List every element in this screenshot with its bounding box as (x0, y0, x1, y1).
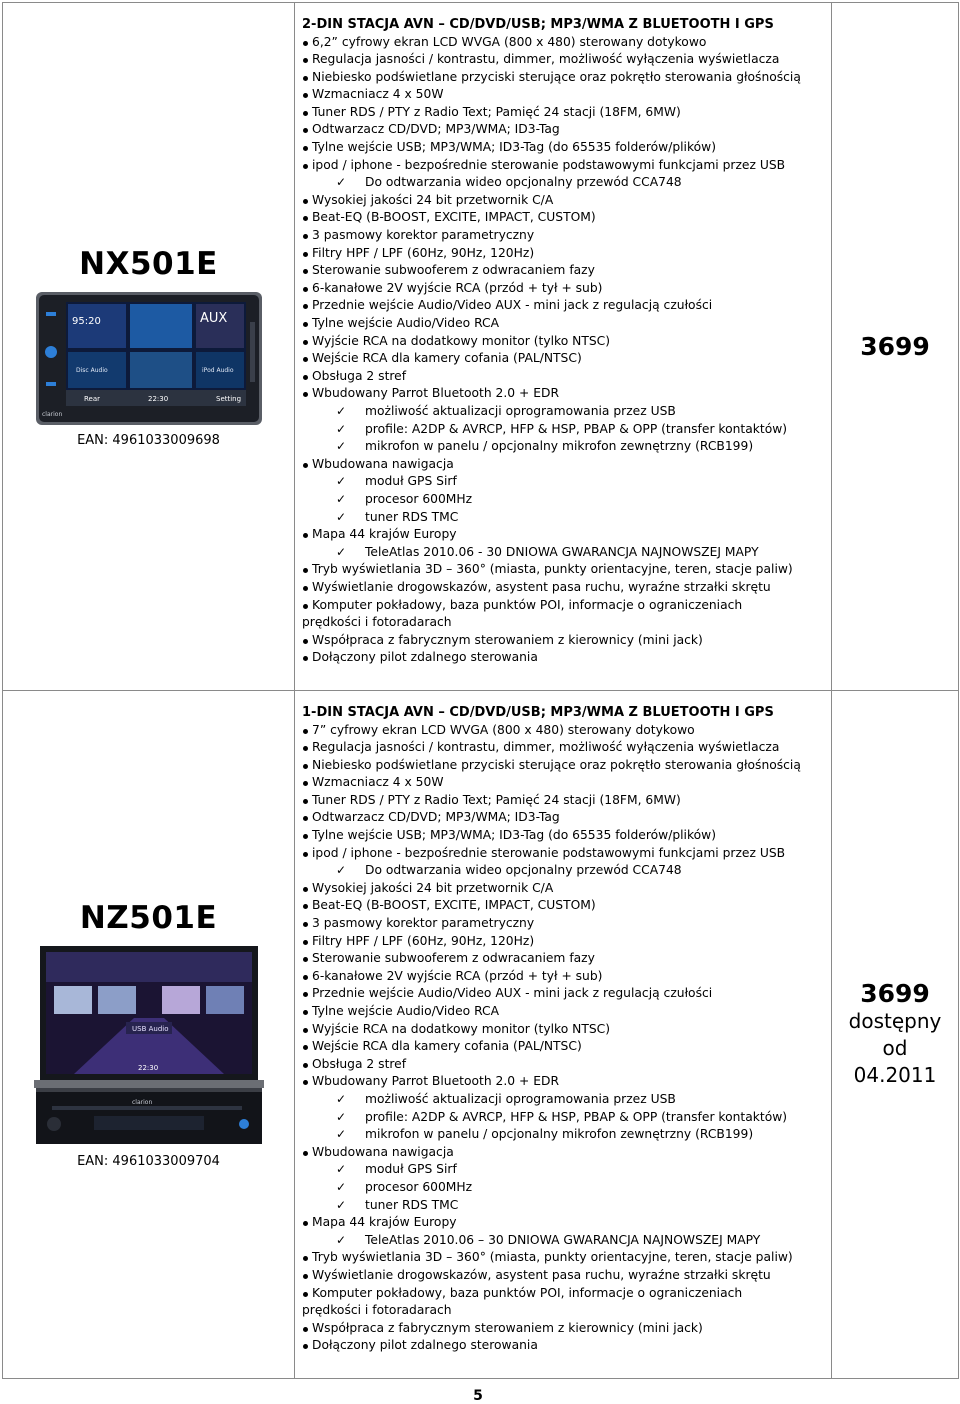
time-label: 22:30 (147, 394, 168, 403)
feature-item: 6-kanałowe 2V wyjście RCA (przód + tył + sub) (302, 280, 825, 298)
sub-feature-item: ✓ procesor 600MHz (302, 1179, 825, 1197)
sub-feature-item: ✓ mikrofon w panelu / opcjonalny mikrofon zewnętrzny (RCB199) (302, 438, 825, 456)
product-table (2, 2, 959, 1379)
feature-item: Wysokiej jakości 24 bit przetwornik C/A (302, 880, 825, 898)
product-title: 2-DIN STACJA AVN – CD/DVD/USB; MP3/WMA Z BLUETOOTH I GPS (302, 17, 774, 32)
feature-item: Wbudowana nawigacja (302, 456, 825, 474)
feature-item: Mapa 44 krajów Europy (302, 526, 825, 544)
availability-line: 04.2011 (853, 1062, 937, 1087)
feature-item: Wzmacniacz 4 x 50W (302, 774, 825, 792)
price-cell (832, 691, 959, 1379)
feature-item: Wejście RCA dla kamery cofania (PAL/NTSC) (302, 350, 825, 368)
model-name: NX501E (79, 245, 218, 282)
feature-item: Niebiesko podświetlane przyciski sterujące oraz pokrętło sterowania głośnością (302, 69, 825, 87)
sub-feature-item: ✓ procesor 600MHz (302, 491, 825, 509)
feature-item: Tryb wyświetlania 3D – 360° (miasta, punkty orientacyjne, teren, stacje paliw) (302, 1249, 825, 1267)
sub-feature-item: ✓ moduł GPS Sirf (302, 473, 825, 491)
feature-item: Filtry HPF / LPF (60Hz, 90Hz, 120Hz) (302, 245, 825, 263)
device-image-nx501e (36, 292, 262, 425)
model-cell (3, 3, 295, 691)
feature-item: 3 pasmowy korektor parametryczny (302, 227, 825, 245)
sub-feature-item: ✓ profile: A2DP & AVRCP, HFP & HSP, PBAP & OPP (transfer kontaktów) (302, 421, 825, 439)
feature-item: Odtwarzacz CD/DVD; MP3/WMA; ID3-Tag (302, 121, 825, 139)
feature-item: 3 pasmowy korektor parametryczny (302, 915, 825, 933)
sub-feature-item: ✓ możliwość aktualizacji oprogramowania przez USB (302, 1091, 825, 1109)
feature-item: 7” cyfrowy ekran LCD WVGA (800 x 480) sterowany dotykowo (302, 722, 825, 740)
price: 3699 (860, 979, 930, 1009)
feature-item: Niebiesko podświetlane przyciski sterujące oraz pokrętło sterowania głośnością (302, 757, 825, 775)
availability-line: od (882, 1035, 908, 1060)
feature-item: ipod / iphone - bezpośrednie sterowanie podstawowymi funkcjami przez USB (302, 157, 825, 175)
clock-label: 95:20 (71, 315, 101, 327)
rear-label: Rear (83, 394, 100, 403)
sub-feature-item: ✓ TeleAtlas 2010.06 - 30 DNIOWA GWARANCJA NAJNOWSZEJ MAPY (302, 544, 825, 562)
availability-line: dostępny (848, 1008, 942, 1033)
product-row (3, 691, 959, 1379)
price: 3699 (860, 331, 930, 361)
feature-item: Mapa 44 krajów Europy (302, 1214, 825, 1232)
price-cell (832, 3, 959, 691)
feature-item: Wbudowana nawigacja (302, 1144, 825, 1162)
sub-feature-item: ✓ mikrofon w panelu / opcjonalny mikrofon zewnętrzny (RCB199) (302, 1126, 825, 1144)
feature-item: Wyjście RCA na dodatkowy monitor (tylko NTSC) (302, 1021, 825, 1039)
feature-list (302, 722, 825, 1355)
time-label: 22:30 (137, 1064, 158, 1072)
setting-label: Setting (215, 394, 241, 403)
feature-item: prędkości i fotoradarach (302, 615, 452, 630)
product-title: 1-DIN STACJA AVN – CD/DVD/USB; MP3/WMA Z BLUETOOTH I GPS (302, 705, 774, 720)
feature-item: Tylne wejście USB; MP3/WMA; ID3-Tag (do 65535 folderów/plików) (302, 827, 825, 845)
feature-item: prędkości i fotoradarach (302, 1303, 452, 1318)
feature-list (302, 34, 825, 667)
feature-item: Regulacja jasności / kontrastu, dimmer, możliwość wyłączenia wyświetlacza (302, 51, 825, 69)
feature-item: Współpraca z fabrycznym sterowaniem z kierownicy (mini jack) (302, 632, 825, 650)
sub-feature-item: ✓ moduł GPS Sirf (302, 1161, 825, 1179)
feature-item: Filtry HPF / LPF (60Hz, 90Hz, 120Hz) (302, 933, 825, 951)
feature-item: Beat-EQ (B-BOOST, EXCITE, IMPACT, CUSTOM) (302, 209, 825, 227)
model-cell (3, 691, 295, 1379)
product-row (3, 3, 959, 691)
feature-item: Tylne wejście Audio/Video RCA (302, 1003, 825, 1021)
brand-label: clarion (131, 1099, 152, 1106)
feature-item: Sterowanie subwooferem z odwracaniem fazy (302, 950, 825, 968)
feature-item: Tryb wyświetlania 3D – 360° (miasta, punkty orientacyjne, teren, stacje paliw) (302, 561, 825, 579)
feature-item: Beat-EQ (B-BOOST, EXCITE, IMPACT, CUSTOM) (302, 897, 825, 915)
feature-item: Współpraca z fabrycznym sterowaniem z kierownicy (mini jack) (302, 1320, 825, 1338)
feature-item: Tuner RDS / PTY z Radio Text; Pamięć 24 stacji (18FM, 6MW) (302, 792, 825, 810)
feature-item: Wysokiej jakości 24 bit przetwornik C/A (302, 192, 825, 210)
feature-item: Wyjście RCA na dodatkowy monitor (tylko NTSC) (302, 333, 825, 351)
sub-feature-item: ✓ TeleAtlas 2010.06 – 30 DNIOWA GWARANCJA NAJNOWSZEJ MAPY (302, 1232, 825, 1250)
feature-item: Obsługa 2 stref (302, 1056, 825, 1074)
feature-item: 6,2” cyfrowy ekran LCD WVGA (800 x 480) sterowany dotykowo (302, 34, 825, 52)
sub-feature-item: ✓ tuner RDS TMC (302, 509, 825, 527)
feature-item: Przednie wejście Audio/Video AUX - mini jack z regulacją czułości (302, 297, 825, 315)
feature-item: Dołączony pilot zdalnego sterowania (302, 1337, 825, 1355)
feature-item: ipod / iphone - bezpośrednie sterowanie podstawowymi funkcjami przez USB (302, 845, 825, 863)
feature-item: Wbudowany Parrot Bluetooth 2.0 + EDR (302, 385, 825, 403)
feature-item: Odtwarzacz CD/DVD; MP3/WMA; ID3-Tag (302, 809, 825, 827)
brand-label: clarion (41, 410, 62, 418)
aux-label: AUX (199, 310, 227, 326)
feature-item: Wyświetlanie drogowskazów, asystent pasa ruchu, wyraźne strzałki skrętu (302, 1267, 825, 1285)
sub-feature-item: ✓ możliwość aktualizacji oprogramowania przez USB (302, 403, 825, 421)
spec-cell (295, 3, 832, 691)
device-image-nz501e (34, 946, 264, 1146)
disc-audio-label: Disc Audio (75, 366, 108, 374)
feature-item: Przednie wejście Audio/Video AUX - mini jack z regulacją czułości (302, 985, 825, 1003)
volume-knob-icon (47, 1117, 61, 1131)
feature-item: 6-kanałowe 2V wyjście RCA (przód + tył + sub) (302, 968, 825, 986)
feature-item: Wbudowany Parrot Bluetooth 2.0 + EDR (302, 1073, 825, 1091)
feature-item: Dołączony pilot zdalnego sterowania (302, 649, 825, 667)
feature-item: Wejście RCA dla kamery cofania (PAL/NTSC) (302, 1038, 825, 1056)
feature-item: Obsługa 2 stref (302, 368, 825, 386)
feature-item: Regulacja jasności / kontrastu, dimmer, możliwość wyłączenia wyświetlacza (302, 739, 825, 757)
model-name: NZ501E (79, 900, 218, 936)
ean-code: EAN: 4961033009698 (77, 432, 220, 448)
feature-item: Sterowanie subwooferem z odwracaniem fazy (302, 262, 825, 280)
ipod-audio-label: iPod Audio (201, 366, 234, 374)
page-number: 5 (473, 1388, 483, 1404)
sub-feature-item: ✓ Do odtwarzania wideo opcjonalny przewód CCA748 (302, 174, 825, 192)
feature-item: Wyświetlanie drogowskazów, asystent pasa ruchu, wyraźne strzałki skrętu (302, 579, 825, 597)
sub-feature-item: ✓ tuner RDS TMC (302, 1197, 825, 1215)
sub-feature-item: ✓ Do odtwarzania wideo opcjonalny przewód CCA748 (302, 862, 825, 880)
feature-item: Komputer pokładowy, baza punktów POI, informacje o ograniczeniach (302, 597, 825, 615)
usb-audio-label: USB Audio (131, 1025, 168, 1033)
sub-feature-item: ✓ profile: A2DP & AVRCP, HFP & HSP, PBAP & OPP (transfer kontaktów) (302, 1109, 825, 1127)
feature-item: Tuner RDS / PTY z Radio Text; Pamięć 24 stacji (18FM, 6MW) (302, 104, 825, 122)
spec-cell (295, 691, 832, 1379)
volume-knob-icon (45, 346, 57, 358)
feature-item: Komputer pokładowy, baza punktów POI, informacje o ograniczeniach (302, 1285, 825, 1303)
feature-item: Tylne wejście USB; MP3/WMA; ID3-Tag (do 65535 folderów/plików) (302, 139, 825, 157)
feature-item: Wzmacniacz 4 x 50W (302, 86, 825, 104)
feature-item: Tylne wejście Audio/Video RCA (302, 315, 825, 333)
ean-code: EAN: 4961033009704 (77, 1154, 220, 1169)
